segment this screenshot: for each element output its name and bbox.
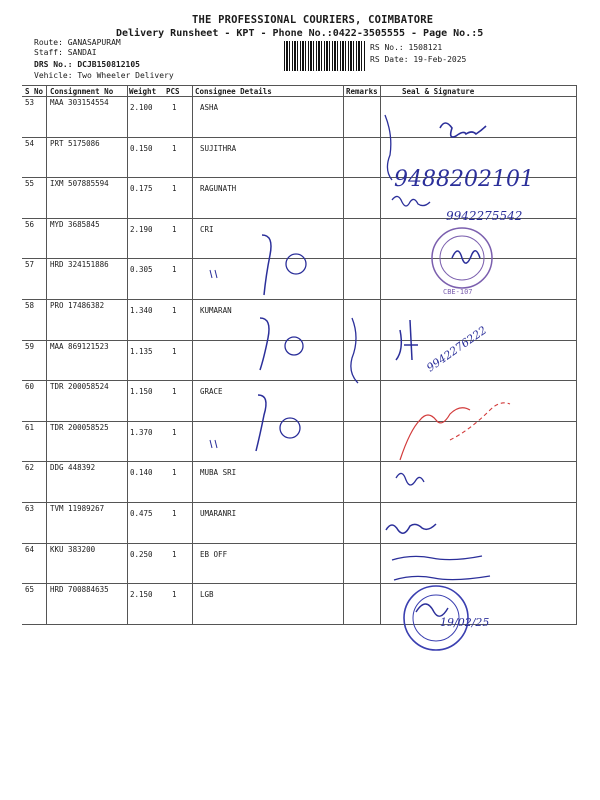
cell-consignment: DDG 448392 — [50, 463, 96, 473]
cell-sno: 65 — [25, 585, 35, 595]
cell-pcs: 1 — [172, 427, 177, 437]
drs-label: DRS No.: DCJB150812105 — [34, 60, 140, 69]
runsheet-subtitle: Delivery Runsheet - KPT - Phone No.:0422-3505555 - Page No.:5 — [116, 28, 484, 39]
col-remarks-header: Remarks — [346, 87, 378, 96]
cell-consignment: PRT 5175086 — [50, 138, 100, 148]
rs-number: RS No.: 1508121 — [370, 43, 443, 52]
signature-53 — [440, 123, 486, 137]
cell-pcs: 1 — [172, 224, 177, 234]
cell-pcs: 1 — [172, 509, 177, 518]
cell-consignee: RAGUNATH — [200, 184, 237, 194]
cell-pcs: 1 — [172, 590, 177, 600]
cell-consignee: UMARANRI — [200, 509, 237, 518]
cell-sno: 63 — [25, 504, 35, 513]
cell-weight: 0.250 — [130, 549, 153, 559]
cell-weight: 0.305 — [130, 265, 153, 275]
staff-label: Staff: SANDAI — [34, 48, 97, 57]
cell-consignee: ASHA — [200, 103, 219, 112]
cell-weight: 0.475 — [130, 509, 153, 518]
cell-weight: 1.370 — [130, 427, 153, 437]
cell-pcs: 1 — [172, 184, 177, 194]
cell-consignment: TDR 200058524 — [50, 382, 109, 392]
cell-sno: 62 — [25, 463, 35, 473]
cell-consignment: TDR 200058525 — [50, 422, 109, 432]
col-consignee-header: Consignee Details — [195, 87, 272, 96]
cell-consignee: KUMARAN — [200, 306, 232, 315]
cell-sno: 60 — [25, 382, 35, 392]
cell-pcs: 1 — [172, 468, 177, 478]
cell-consignment: IXM 507885594 — [50, 179, 109, 189]
cell-consignee: SUJITHRA — [200, 143, 237, 153]
cell-pcs: 1 — [172, 387, 177, 397]
cell-sno: 54 — [25, 138, 35, 148]
cell-consignment: TVM 11989267 — [50, 504, 105, 513]
cell-consignee: EB OFF — [200, 549, 228, 559]
cell-sno: 61 — [25, 422, 35, 432]
cell-pcs: 1 — [172, 265, 177, 275]
stamp-date-2: 19/02/25 — [440, 616, 490, 629]
cell-sno: 64 — [25, 544, 35, 554]
cell-weight: 2.100 — [130, 103, 153, 112]
cell-pcs: 1 — [172, 306, 177, 315]
cell-consignee: MUBA SRI — [200, 468, 237, 478]
cell-consignment: MAA 869121523 — [50, 341, 109, 351]
cell-consignee: GRACE — [200, 387, 223, 397]
cell-weight: 2.190 — [130, 224, 153, 234]
col-sno-header: S No — [25, 87, 44, 96]
cell-consignee: LGB — [200, 590, 214, 600]
col-signature-header: Seal & Signature — [402, 87, 475, 96]
stamp-text-1: CBE-107 — [443, 288, 473, 296]
cell-weight: 0.140 — [130, 468, 153, 478]
cell-consignee: CRI — [200, 224, 214, 234]
vehicle-label: Vehicle: Two Wheeler Delivery — [34, 71, 174, 80]
cell-pcs: 1 — [172, 346, 177, 356]
handwritten-phone-3: 9942276222 — [424, 323, 490, 375]
handwritten-phone-2: 9942275542 — [446, 209, 523, 223]
cell-weight: 0.150 — [130, 143, 153, 153]
cell-weight: 2.150 — [130, 590, 153, 600]
cell-consignment: HRD 324151886 — [50, 260, 109, 270]
cell-weight: 1.340 — [130, 306, 153, 315]
signature-55 — [392, 196, 430, 206]
company-title: THE PROFESSIONAL COURIERS, COIMBATORE — [192, 14, 434, 26]
cell-consignment: HRD 700884635 — [50, 585, 109, 595]
route-label: Route: GANASAPURAM — [34, 38, 121, 47]
col-consignment-header: Consignment No — [50, 87, 114, 96]
cell-weight: 0.175 — [130, 184, 153, 194]
cell-pcs: 1 — [172, 143, 177, 153]
cell-weight: 1.135 — [130, 346, 153, 356]
cell-pcs: 1 — [172, 549, 177, 559]
col-weight-header: Weight — [129, 87, 157, 96]
cell-sno: 53 — [25, 98, 35, 107]
cell-sno: 56 — [25, 219, 35, 229]
signature-stroke-53 — [385, 115, 392, 180]
cell-pcs: 1 — [172, 103, 177, 112]
cell-sno: 57 — [25, 260, 35, 270]
rs-date: RS Date: 19-Feb-2025 — [370, 55, 467, 64]
cell-consignment: MAA 303154554 — [50, 98, 109, 107]
cell-weight: 1.150 — [130, 387, 153, 397]
cell-consignment: MYD 3685845 — [50, 219, 100, 229]
handwritten-phone-1: 9488202101 — [394, 167, 534, 192]
cell-sno: 58 — [25, 301, 35, 310]
cell-sno: 59 — [25, 341, 35, 351]
cell-sno: 55 — [25, 179, 35, 189]
col-pcs-header: PCS — [166, 87, 180, 96]
cell-consignment: KKU 383200 — [50, 544, 96, 554]
cell-consignment: PRO 17486382 — [50, 301, 105, 310]
